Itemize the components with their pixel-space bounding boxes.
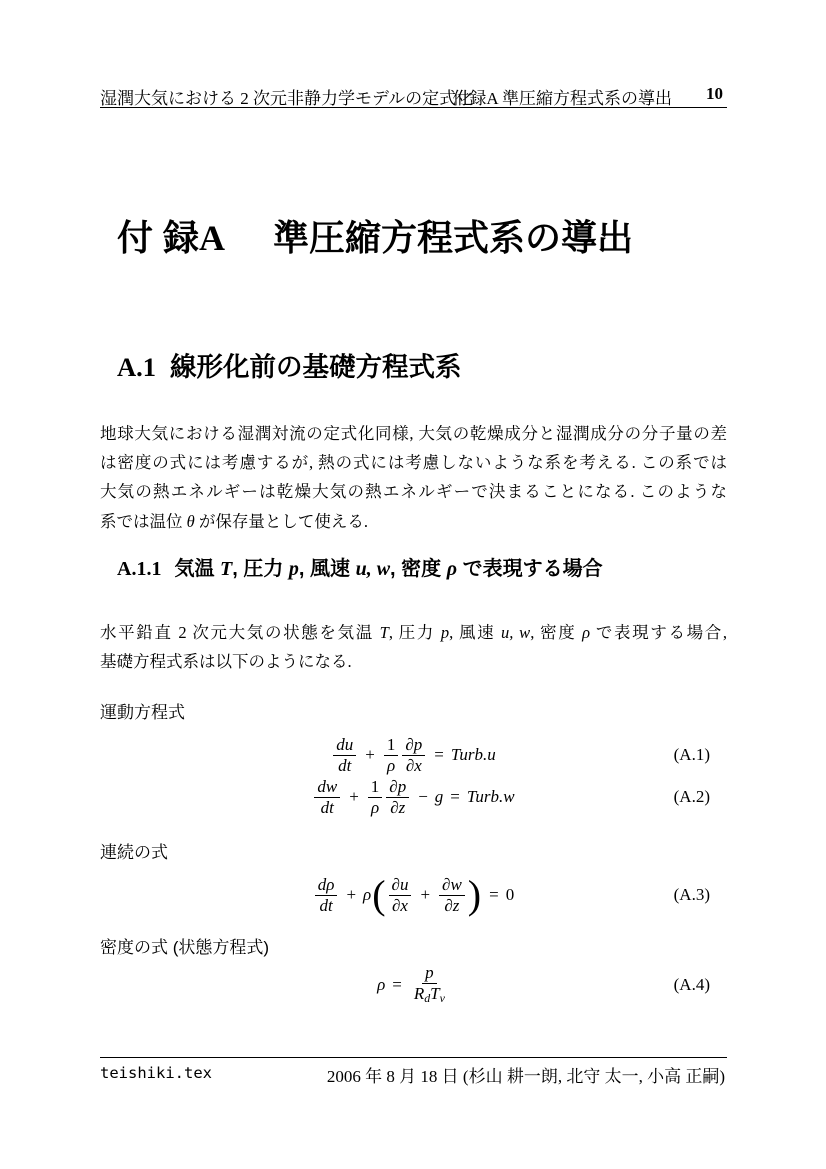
plus-operator: +	[420, 885, 431, 904]
text-segment: u, w	[355, 558, 391, 580]
fraction-dp-dz	[386, 777, 409, 818]
text-segment: v	[439, 990, 445, 1005]
fraction-numerator: dw	[314, 777, 340, 798]
rho-lhs: ρ	[377, 975, 386, 994]
equation-a4	[377, 963, 450, 1008]
gravity-term: g	[434, 787, 444, 806]
turbulence-term: Turb.w	[466, 787, 515, 806]
fraction-numerator: 1	[384, 735, 399, 756]
paragraph-line: は密度の式には考慮するが, 熱の式には考慮しないような系を考える. この系では	[100, 453, 727, 473]
equation-tag-a3: (A.3)	[673, 885, 710, 904]
paragraph-line: 基礎方程式系は以下のようになる.	[100, 652, 352, 672]
text-segment: 系では温位	[100, 511, 187, 531]
footer-rule	[100, 1057, 727, 1058]
equation-row-a3	[100, 872, 727, 918]
text-segment: T	[379, 623, 389, 642]
text-segment: R	[413, 983, 425, 1003]
fraction-denominator: dt	[320, 797, 334, 817]
fraction-numerator: ∂p	[402, 735, 425, 756]
zero-term: 0	[505, 885, 515, 904]
chapter-label	[117, 217, 225, 258]
equation-tag-a1: (A.1)	[673, 745, 710, 764]
text-segment: ρ	[446, 558, 458, 580]
text-segment: , 圧力	[388, 623, 441, 642]
chapter-heading	[117, 216, 633, 260]
paragraph-line: 地球大気における湿潤対流の定式化同様, 大気の乾燥成分と湿潤成分の分子量の差	[100, 424, 727, 443]
fraction-du-dx	[389, 875, 412, 916]
equals-sign: =	[434, 745, 444, 764]
fraction-denominator: ∂z	[444, 895, 460, 915]
equals-sign: =	[489, 885, 499, 904]
fraction-numerator: dρ	[315, 875, 338, 896]
equation-row-a2	[100, 774, 727, 820]
intro-paragraph	[100, 419, 727, 536]
header-rule	[100, 107, 727, 108]
header-right-title: 付録A 準圧縮方程式系の導出	[452, 89, 672, 108]
fraction-numerator: 1	[368, 777, 383, 798]
rho-coefficient: ρ	[363, 885, 372, 904]
fraction-denominator: ∂x	[392, 895, 408, 915]
fraction-denominator: ρ	[370, 797, 380, 817]
text-segment: 水平鉛直 2 次元大気の状態を気温	[100, 623, 380, 642]
fraction-dw-dz	[439, 875, 465, 916]
minus-operator: −	[418, 787, 428, 806]
subsection-title	[174, 558, 602, 580]
subsection-number: A.1.1	[117, 558, 162, 580]
text-segment: , 風速	[449, 623, 502, 642]
text-segment: p	[440, 623, 450, 642]
text-segment: θ	[186, 511, 195, 531]
footer-filename: teishiki.tex	[100, 1064, 212, 1082]
subsection-heading	[117, 556, 603, 582]
fraction-numerator: p	[422, 963, 437, 984]
fraction-numerator: ∂w	[439, 875, 465, 896]
header-left-title: 湿潤大気における 2 次元非静力学モデルの定式化	[100, 89, 474, 108]
text-segment: 気温	[174, 558, 221, 580]
text-segment: ρ	[582, 623, 591, 642]
fraction-one-rho	[384, 735, 399, 776]
chapter-title: 準圧縮方程式系の導出	[273, 217, 634, 258]
text-segment: p	[288, 558, 299, 580]
plus-operator: +	[365, 745, 375, 764]
equation-a2	[312, 777, 514, 818]
equals-sign: =	[450, 787, 460, 806]
section-heading	[117, 351, 462, 383]
turbulence-term: Turb.u	[450, 745, 496, 764]
fraction-denominator: ρ	[387, 755, 396, 775]
fraction-dw-dt	[314, 777, 340, 818]
text-segment: d	[424, 990, 431, 1005]
open-parenthesis: (	[372, 872, 386, 917]
plus-operator: +	[346, 885, 357, 904]
equation-a1	[331, 735, 495, 776]
fraction-drho-dt	[315, 875, 338, 916]
fraction-numerator: du	[333, 735, 356, 756]
text-segment: , 風速	[298, 558, 356, 580]
close-parenthesis: )	[467, 872, 482, 917]
text-segment: A	[199, 218, 226, 258]
fraction-one-rho	[368, 777, 383, 818]
fraction-numerator: ∂u	[389, 875, 412, 896]
page-number: 10	[706, 84, 723, 103]
footer-date-authors: 2006 年 8 月 18 日 (杉山 耕一朗, 北守 太一, 小高 正嗣)	[326, 1067, 725, 1086]
fraction-denominator	[411, 984, 448, 1008]
equation-row-a1	[100, 732, 727, 778]
text-segment: 付 録	[117, 217, 200, 258]
text-segment: T	[220, 558, 233, 580]
paragraph-line	[100, 507, 727, 536]
text-segment: T	[430, 983, 440, 1003]
equals-sign: =	[392, 975, 402, 994]
equation-density-label: 密度の式 (状態方程式)	[100, 938, 270, 957]
text-segment: , 圧力	[232, 558, 289, 580]
plus-operator: +	[349, 787, 359, 806]
text-segment: が保存量として使える.	[194, 511, 368, 531]
fraction-du-dt	[333, 735, 356, 776]
fraction-denominator: ∂x	[405, 755, 422, 775]
section-title: 線形化前の基礎方程式系	[170, 352, 462, 382]
text-segment: で表現する場合,	[590, 623, 728, 642]
text-segment: u, w	[501, 623, 531, 642]
fraction-denominator: dt	[338, 755, 352, 775]
equation-tag-a4: (A.4)	[673, 975, 710, 994]
equation-row-a4	[100, 962, 727, 1008]
section-number: A.1	[117, 352, 157, 382]
page-header	[100, 84, 727, 106]
fraction-numerator: ∂p	[386, 777, 409, 798]
fraction-denominator: ∂z	[390, 797, 406, 817]
page-footer	[100, 1062, 727, 1086]
equation-continuity-label: 連続の式	[100, 843, 168, 862]
fraction-p-RdTv	[411, 963, 448, 1008]
text-segment: , 密度	[390, 558, 447, 580]
text-segment: で表現する場合	[457, 558, 603, 580]
equation-a3	[313, 873, 514, 917]
paragraph-line	[100, 618, 727, 647]
body-paragraph	[100, 618, 727, 676]
fraction-denominator: dt	[319, 895, 333, 915]
fraction-dp-dx	[402, 735, 425, 776]
equation-motion-label: 運動方程式	[100, 703, 185, 722]
equation-tag-a2: (A.2)	[673, 787, 710, 806]
paragraph-line: 大気の熱エネルギーは乾燥大気の熱エネルギーで決まることになる. このような	[100, 482, 727, 502]
text-segment: , 密度	[530, 623, 583, 642]
